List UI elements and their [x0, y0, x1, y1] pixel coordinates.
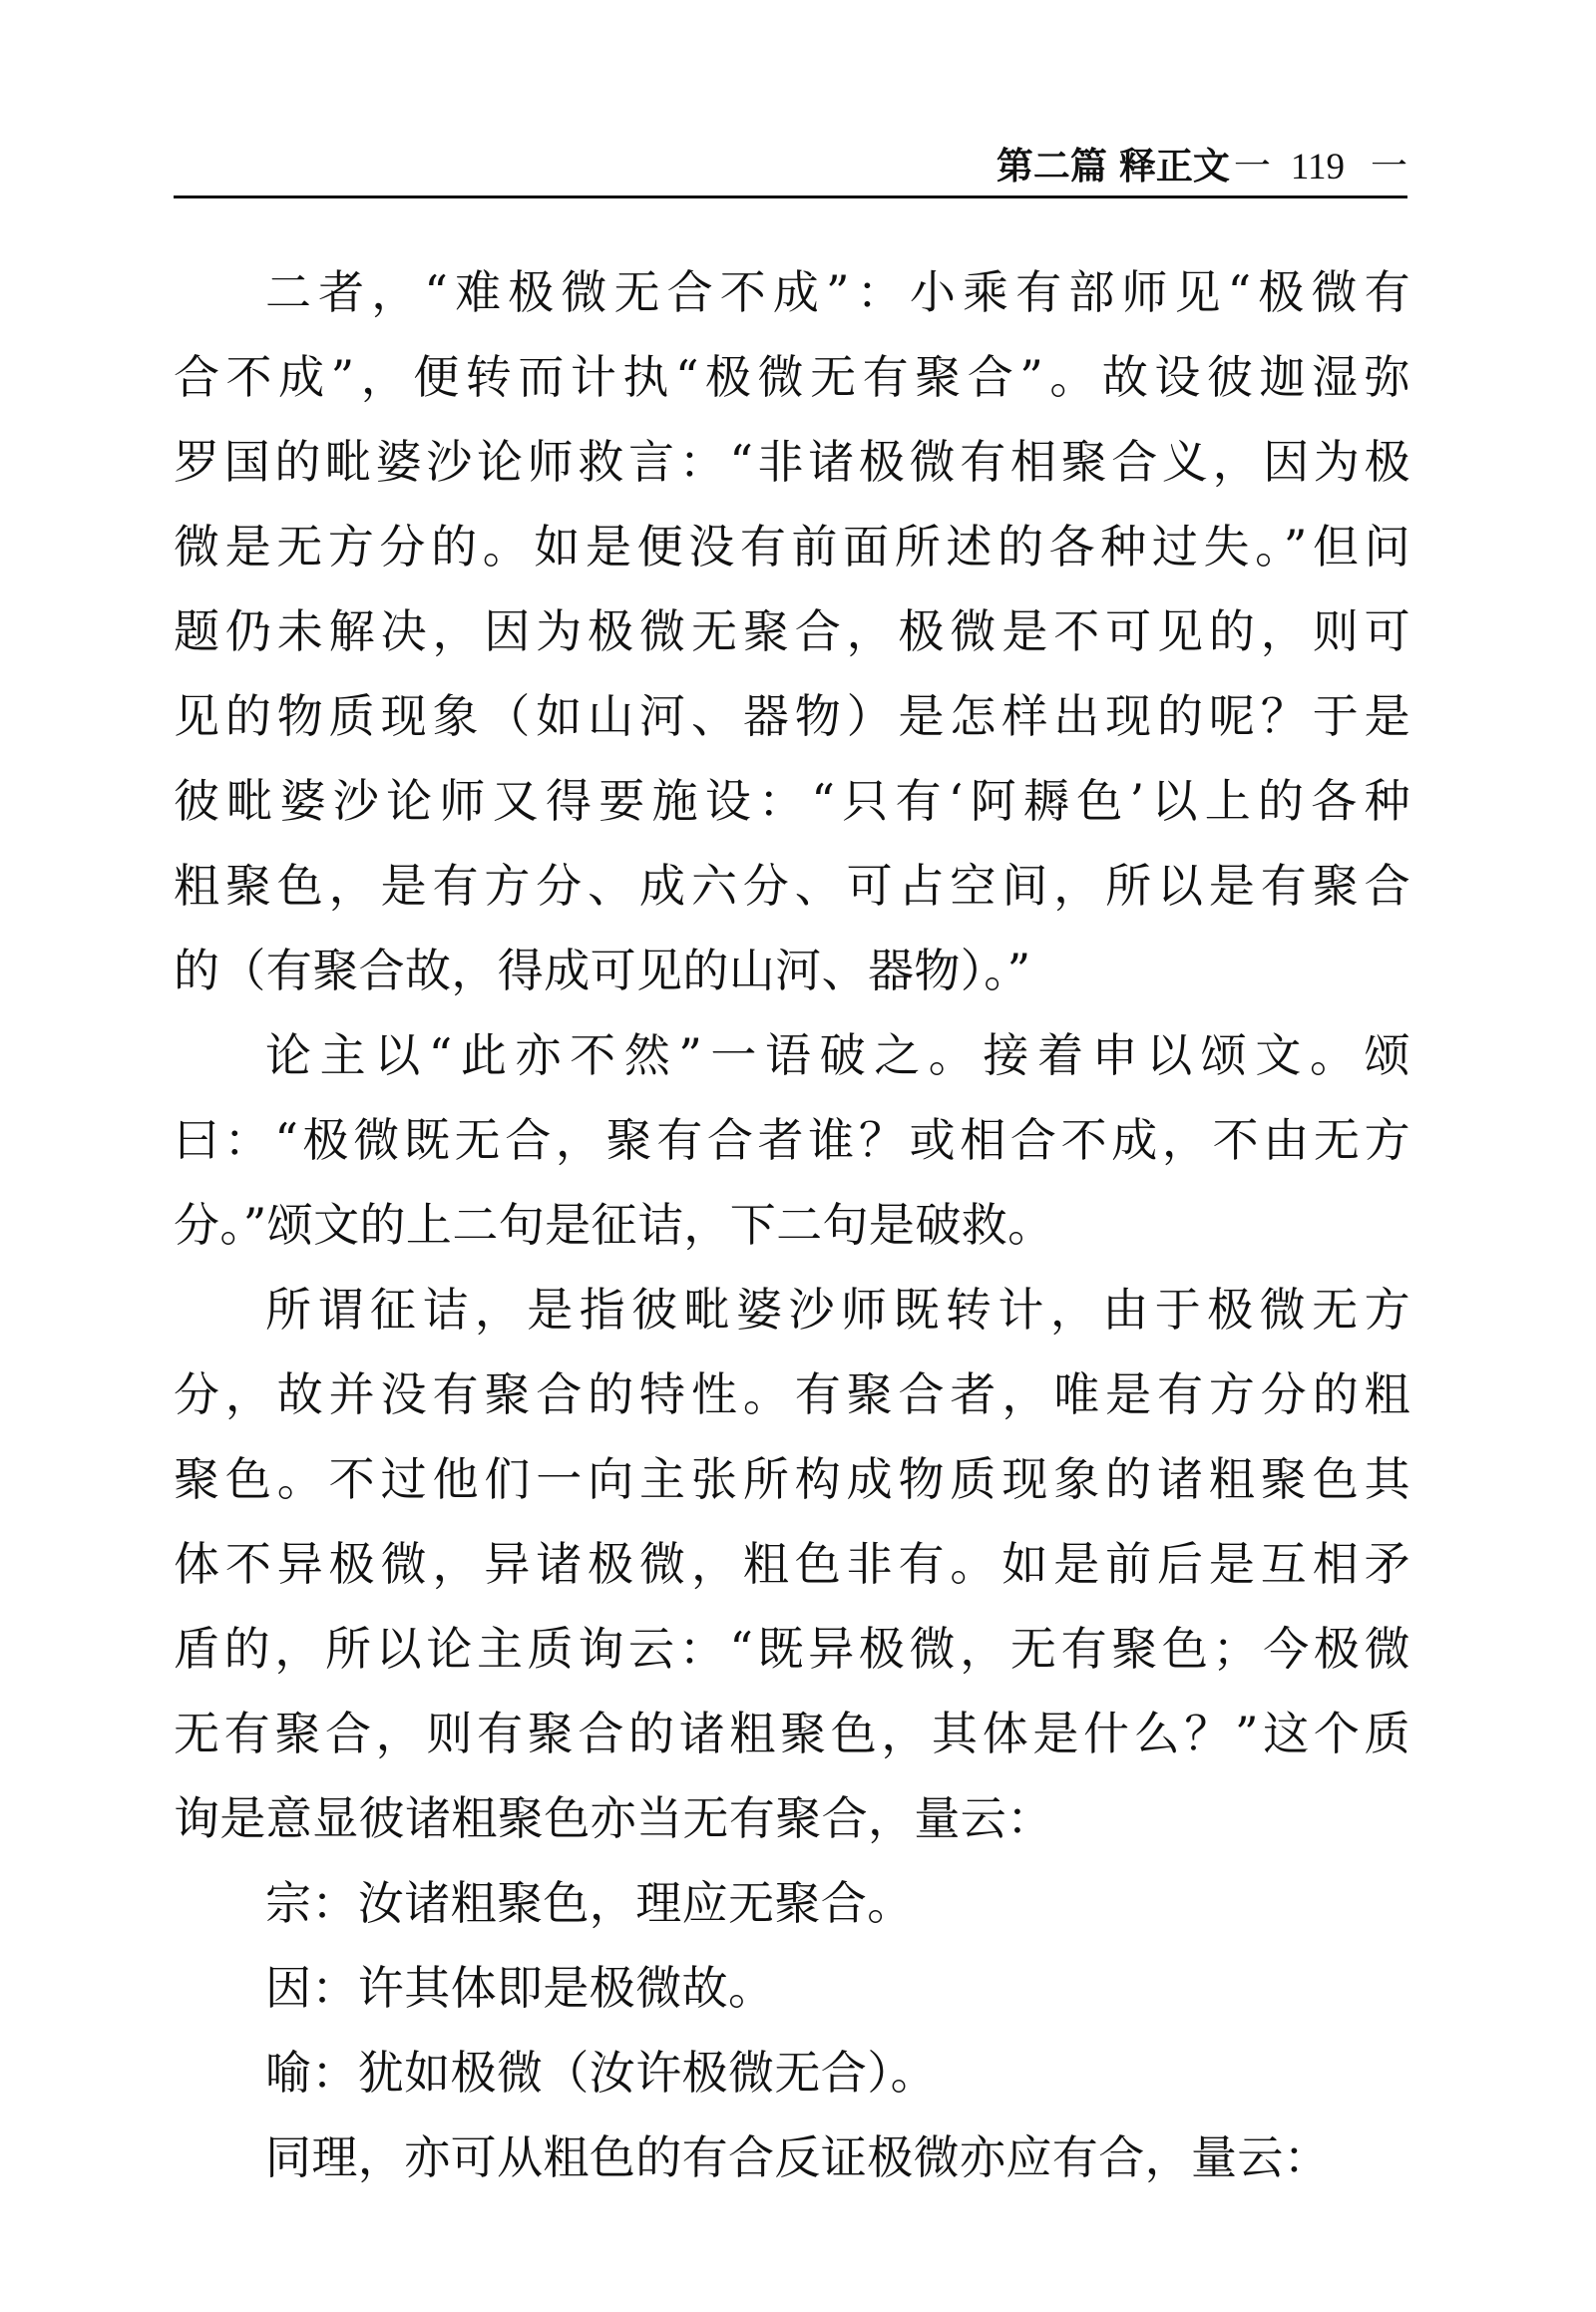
text-line: 二者，“难极微无合不成”：小乘有部师见“极微有 — [265, 265, 1410, 319]
text-line: 分，故并没有聚合的特性。有聚合者，唯是有方分的粗 — [174, 1367, 1410, 1421]
text-line: 彼毗婆沙论师又得要施设：“只有‘阿耨色’以上的各种 — [174, 774, 1410, 828]
text-line: 微是无方分的。如是便没有前面所述的各种过失。”但问 — [174, 520, 1410, 574]
text-line: 合不成”，便转而计执“极微无有聚合”。故设彼迦湿弥 — [174, 350, 1410, 404]
text-line: 粗聚色，是有方分、成六分、可占空间，所以是有聚合 — [174, 859, 1410, 913]
text-line: 分。”颂文的上二句是征诘，下二句是破救。 — [174, 1198, 1054, 1252]
text-line: 的（有聚合故，得成可见的山河、器物）。” — [174, 944, 1031, 997]
running-header-chapter: 释正文 — [1118, 144, 1230, 188]
text-line: 曰：“极微既无合，聚有合者谁？或相合不成，不由无方 — [174, 1113, 1410, 1167]
syllogism-example-line: 喻：犹如极微（汝许极微无合）。 — [265, 2046, 937, 2100]
text-line: 盾的，所以论主质询云：“既异极微，无有聚色；今极微 — [174, 1622, 1410, 1676]
text-line: 罗国的毗婆沙论师救言：“非诸极微有相聚合义，因为极 — [174, 435, 1410, 489]
running-header-dash-right: 一 — [1371, 145, 1407, 188]
text-line: 同理，亦可从粗色的有合反证极微亦应有合，量云： — [265, 2130, 1331, 2184]
text-line: 询是意显彼诸粗聚色亦当无有聚合，量云： — [174, 1791, 1053, 1845]
text-line: 无有聚合，则有聚合的诸粗聚色，其体是什么？”这个质 — [174, 1707, 1410, 1760]
text-line: 聚色。不过他们一向主张所构成物质现象的诸粗聚色其 — [174, 1452, 1410, 1506]
body-text — [174, 250, 1410, 2200]
text-line: 论主以“此亦不然”一语破之。接着申以颂文。颂 — [265, 1028, 1410, 1082]
syllogism-thesis-line: 宗：汝诸粗聚色，理应无聚合。 — [265, 1876, 914, 1930]
text-line: 题仍未解决，因为极微无聚合，极微是不可见的，则可 — [174, 604, 1410, 658]
text-line: 见的物质现象（如山河、器物）是怎样出现的呢？于是 — [174, 689, 1410, 743]
running-header-dash-left: 一 — [1233, 145, 1271, 188]
text-line: 体不异极微，异诸极微，粗色非有。如是前后是互相矛 — [174, 1537, 1410, 1591]
running-header-book: 第二篇 — [996, 144, 1107, 188]
page-number: 119 — [1290, 147, 1345, 188]
text-line: 所谓征诘，是指彼毗婆沙师既转计，由于极微无方 — [265, 1283, 1410, 1337]
running-header — [174, 136, 1407, 198]
syllogism-reason-line: 因：许其体即是极微故。 — [265, 1961, 775, 2015]
